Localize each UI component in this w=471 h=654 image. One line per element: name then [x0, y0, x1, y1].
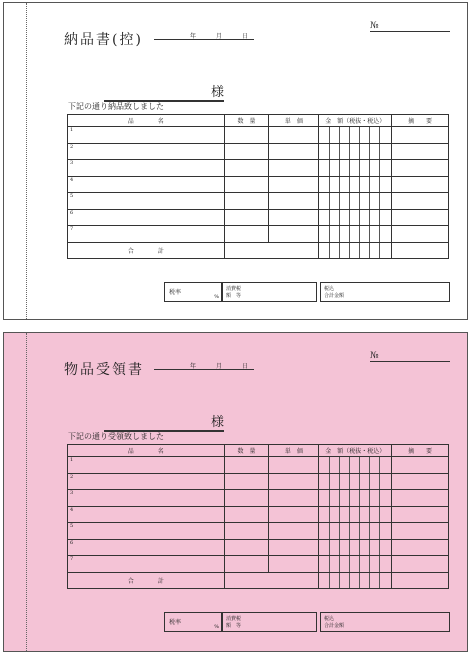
table-row: 5: [68, 193, 449, 210]
table-row: 2: [68, 143, 449, 160]
header-qty: 数 量: [224, 115, 269, 127]
header-amount: 金 額（税抜・税込）: [319, 445, 392, 457]
table-row: 6: [68, 539, 449, 556]
statement-text: 下記の通り受領致しました: [68, 432, 164, 441]
table-row: 3: [68, 490, 449, 507]
year-label: 年: [190, 363, 197, 370]
header-remarks: 摘 要: [392, 115, 449, 127]
table-row: 7: [68, 226, 449, 243]
header-price: 単 価: [269, 445, 319, 457]
header-amount: 金 額（税抜・税込）: [319, 115, 392, 127]
statement-text: 下記の通り納品致しました: [68, 102, 164, 111]
date-field[interactable]: [154, 33, 254, 40]
table-row: 1: [68, 457, 449, 474]
goods-receipt-slip: [3, 332, 468, 652]
tax-included-total-box[interactable]: 税込 合計金額: [320, 282, 450, 302]
delivery-slip-copy: [3, 2, 468, 320]
header-item: 品 名: [68, 115, 225, 127]
table-row: 7: [68, 556, 449, 573]
table-row: 4: [68, 506, 449, 523]
form-title: 納品書(控): [64, 32, 143, 48]
number-field[interactable]: №: [370, 21, 450, 32]
header-price: 単 価: [269, 115, 319, 127]
tax-rate-box[interactable]: 税率 %: [164, 612, 222, 632]
perforation-line: [26, 333, 27, 651]
tax-rate-box[interactable]: 税率 %: [164, 282, 222, 302]
items-table: [67, 114, 449, 259]
month-label: 月: [216, 33, 223, 40]
header-remarks: 摘 要: [392, 445, 449, 457]
year-label: 年: [190, 33, 197, 40]
header-qty: 数 量: [224, 445, 269, 457]
header-item: 品 名: [68, 445, 225, 457]
table-row: 1: [68, 127, 449, 144]
date-field[interactable]: [154, 363, 254, 370]
table-row: 6: [68, 209, 449, 226]
day-label: 日: [242, 33, 249, 40]
table-row: 5: [68, 523, 449, 540]
total-row: 合 計: [68, 572, 449, 589]
number-field[interactable]: №: [370, 351, 450, 362]
table-row: 2: [68, 473, 449, 490]
tax-amount-box[interactable]: 消費税 額 等: [222, 612, 317, 632]
month-label: 月: [216, 363, 223, 370]
tax-included-total-box[interactable]: 税込 合計金額: [320, 612, 450, 632]
table-row: 4: [68, 176, 449, 193]
tax-amount-box[interactable]: 消費税 額 等: [222, 282, 317, 302]
recipient-field[interactable]: 様: [104, 411, 224, 432]
perforation-line: [26, 3, 27, 319]
day-label: 日: [242, 363, 249, 370]
recipient-field[interactable]: 様: [104, 81, 224, 102]
table-row: 3: [68, 160, 449, 177]
items-table: [67, 444, 449, 589]
form-title: 物品受領書: [64, 362, 144, 378]
total-row: 合 計: [68, 242, 449, 259]
